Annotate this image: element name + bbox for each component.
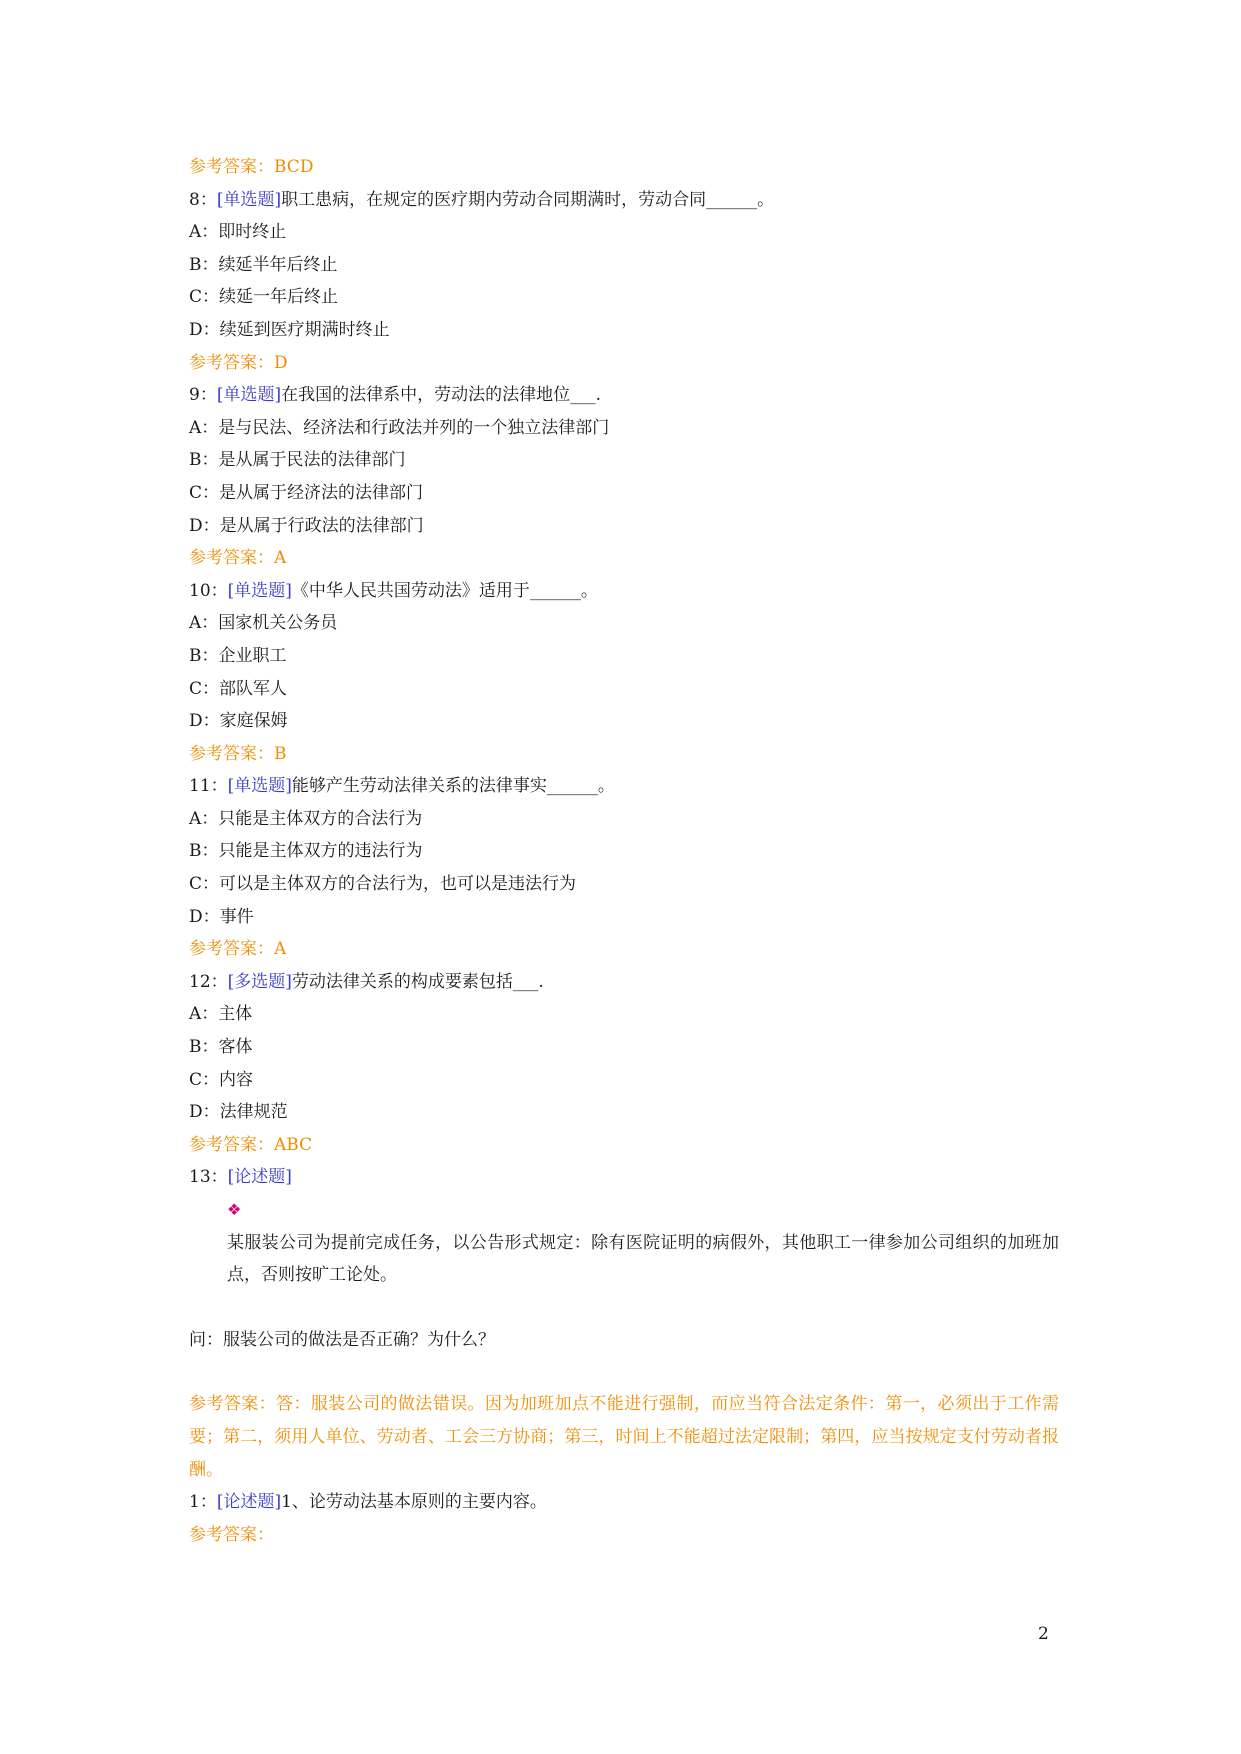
option: B：只能是主体双方的违法行为 <box>189 841 423 862</box>
question-type-tag: [单选题] <box>216 385 282 406</box>
question-essay-1: 1：[论述题]1、论劳动法基本原则的主要内容。 <box>189 1492 547 1513</box>
option: B：客体 <box>189 1037 253 1058</box>
answer-line: 参考答案：A <box>189 548 287 569</box>
essay-answer: 参考答案：答：服装公司的做法错误。因为加班加点不能进行强制，而应当符合法定条件：第一，必须出于工作需要；第二，须用人单位、劳动者、工会三方协商；第三，时间上不能超过法定限制；第四，应当按规定支付劳动者报酬。 <box>189 1394 1060 1480</box>
question-10: 10：[单选题]《中华人民共国劳动法》适用于______。 <box>189 580 598 601</box>
answer-line: 参考答案：B <box>189 743 287 764</box>
scenario-text: 某服装公司为提前完成任务，以公告形式规定：除有医院证明的病假外，其他职工一律参加公司组织的加班加点，否则按旷工论处。 <box>227 1232 1059 1286</box>
document-body <box>189 151 1059 1551</box>
answer-line: 参考答案：A <box>189 939 287 960</box>
spacer <box>189 1356 1059 1388</box>
option: B：续延半年后终止 <box>189 254 338 275</box>
answer-line: 参考答案：ABC <box>189 1134 313 1155</box>
option: C：续延一年后终止 <box>189 287 339 308</box>
page-number: 2 <box>1038 1624 1049 1644</box>
answer-line: 参考答案：BCD <box>189 157 314 177</box>
option: C：可以是主体双方的合法行为，也可以是违法行为 <box>189 874 577 895</box>
answer-line: 参考答案：D <box>189 352 288 373</box>
question-type-tag: [单选题] <box>227 580 292 601</box>
option: B：是从属于民法的法律部门 <box>189 450 406 471</box>
question-type-tag: [单选题] <box>227 776 292 797</box>
answer-line: 参考答案： <box>189 1524 274 1545</box>
question-8: 8：[单选题]职工患病，在规定的医疗期内劳动合同期满时，劳动合同______。 <box>189 189 775 210</box>
option: C：内容 <box>189 1069 254 1090</box>
scenario-block <box>189 1194 1059 1292</box>
question-11: 11：[单选题]能够产生劳动法律关系的法律事实______。 <box>189 776 615 797</box>
option: A：主体 <box>189 1004 253 1025</box>
question-13: 13：[论述题] <box>189 1167 292 1188</box>
option: A：是与民法、经济法和行政法并列的一个独立法律部门 <box>189 417 610 438</box>
option: D：法律规范 <box>189 1102 288 1123</box>
option: D：事件 <box>189 906 254 927</box>
option: D：是从属于行政法的法律部门 <box>189 515 424 536</box>
option: A：即时终止 <box>189 222 287 243</box>
option: D：家庭保姆 <box>189 711 288 732</box>
question-9: 9：[单选题]在我国的法律系中，劳动法的法律地位___. <box>189 385 601 406</box>
option: A：国家机关公务员 <box>189 613 338 634</box>
diamond-bullet-icon: ❖ <box>227 1200 242 1219</box>
question-type-tag: [多选题] <box>227 971 292 992</box>
essay-question: 问：服装公司的做法是否正确？为什么？ <box>189 1329 495 1350</box>
option: C：是从属于经济法的法律部门 <box>189 482 424 503</box>
option: B：企业职工 <box>189 645 287 666</box>
question-12: 12：[多选题]劳动法律关系的构成要素包括___. <box>189 971 544 992</box>
option: C：部队军人 <box>189 678 288 699</box>
option: D：续延到医疗期满时终止 <box>189 319 390 340</box>
option: A：只能是主体双方的合法行为 <box>189 808 423 829</box>
spacer <box>189 1292 1059 1324</box>
question-type-tag: [论述题] <box>216 1492 282 1513</box>
question-type-tag: [论述题] <box>227 1167 292 1188</box>
question-type-tag: [单选题] <box>216 189 282 210</box>
